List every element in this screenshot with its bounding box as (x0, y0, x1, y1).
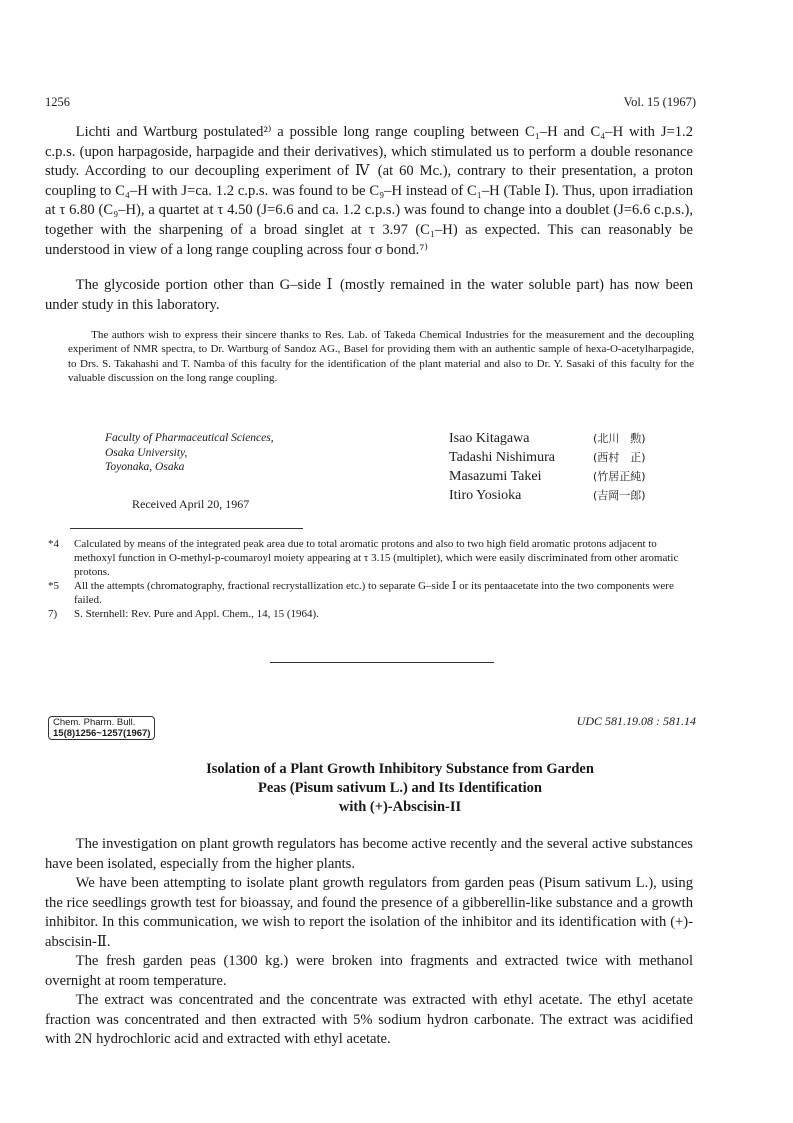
title-line: Peas (Pisum sativum L.) and Its Identification (258, 780, 542, 796)
footnote-rule (70, 528, 303, 529)
author-kanji: (北川 勲) (593, 432, 646, 445)
author-name: Tadashi Nishimura (449, 450, 555, 465)
author-row (449, 448, 646, 467)
author-row (449, 467, 646, 486)
volume-label: Vol. 15 (1967) (623, 95, 696, 109)
affiliation-line: Toyonaka, Osaka (105, 461, 185, 473)
section-divider (270, 662, 494, 663)
body-paragraph-4: The extract was concentrated and the concentrate was extracted with ethyl acetate. The ethyl acetate fraction was concentrated and then extracted with 5% sodium hydron carbonate. The extract was acidified with 2N hydrochloric acid and extracted with ethyl acetate. (45, 992, 693, 1047)
body-paragraph-1: The investigation on plant growth regulators has become active recently and the several active substances have been isolated, especially from the higher plants. (45, 836, 693, 872)
acknowledgement: The authors wish to express their sincere thanks to Res. Lab. of Takeda Chemical Industries for the measurement and the decoupling experiment of NMR spectra, to Dr. Wartburg of Sandoz AG., Basel for providing them with an authentic sample of hexa-O-acetylharpagide, to Drs. S. Takahashi and T. Namba of this faculty for the identification of the plant material and also to Dr. Y. Sasaki of this faculty for the valuable discussion on the long range coupling. (68, 329, 694, 384)
title-line: with (+)-Abscisin-II (338, 799, 462, 815)
received-date: Received April 20, 1967 (132, 497, 250, 511)
author-row (449, 486, 646, 505)
author-row (449, 429, 646, 448)
author-name: Isao Kitagawa (449, 431, 530, 446)
body-paragraph-2: We have been attempting to isolate plant growth regulators from garden peas (Pisum sativum L.), using the rice seedlings growth test for bioassay, and found the presence of a gibberellin-like substance and a growth inhibitor. In this communication, we wish to report the isolation of the inhibitor and its identification with (+)-abscisin-Ⅱ. (45, 875, 693, 950)
footnote-text: All the attempts (chromatography, fractional recrystallization etc.) to separate G–side Ⅰ or its pentaacetate into the two components were failed. (74, 580, 674, 606)
footnote-text: Calculated by means of the integrated peak area due to total aromatic protons and also to two high field aromatic protons adjacent to methoxyl function in O-methyl-p-coumaroyl moiety appearing at τ 3.15 (multiplet), which were easily discriminated from other aromatic protons. (74, 538, 679, 578)
body-paragraph-3: The fresh garden peas (1300 kg.) were broken into fragments and extracted twice with methanol overnight at room temperature. (45, 953, 693, 989)
affiliation-line: Osaka University, (105, 446, 188, 459)
journal-citation (48, 716, 155, 740)
footnote-mark: *4 (48, 538, 59, 550)
footnote-mark: *5 (48, 580, 59, 592)
page-number: 1256 (45, 95, 70, 109)
footnote (48, 579, 694, 607)
citation-line: 15(8)1256~1257(1967) (53, 728, 151, 739)
author-kanji: (吉岡一郎) (593, 489, 646, 502)
footnote-mark: 7) (48, 608, 58, 620)
author-name: Itiro Yosioka (449, 488, 522, 503)
title-line: Isolation of a Plant Growth Inhibitory Substance from Garden (206, 761, 594, 777)
author-list (449, 429, 646, 505)
continued-paragraph-1: Lichti and Wartburg postulated²⁾ a possible long range coupling between C₁–H and C₄–H with J=1.2 c.p.s. (upon harpagoside, harpagide and their derivatives), which stimulated us to perform a double resonance study. According to our decoupling experiment of Ⅳ (at 60 Mc.), contrary to their presentation, a proton coupling to C₄–H with J=ca. 1.2 c.p.s. was found to be C₉–H instead of C₁–H (Table Ⅰ). Thus, upon irradiation at τ 6.80 (C₉–H), a quartet at τ 4.50 (J=6.6 and ca. 1.2 c.p.s.) was found to change into a doublet (J=6.6 c.p.s.), together with the sharpening of a broad singlet at τ 3.97 (C₁–H) as expected. This can reasonably be understood in view of a long range coupling across four σ bond.⁷⁾ (45, 124, 693, 258)
affiliation (105, 431, 365, 475)
footnote (48, 607, 694, 621)
author-kanji: (竹居正純) (593, 470, 646, 483)
author-name: Masazumi Takei (449, 469, 542, 484)
continued-paragraph-2: The glycoside portion other than G–side Ⅰ (mostly remained in the water soluble part) has now been under study in this laboratory. (45, 277, 693, 313)
footnote-text: S. Sternhell: Rev. Pure and Appl. Chem., 14, 15 (1964). (74, 608, 319, 620)
author-kanji: (西村 正) (593, 451, 646, 464)
udc-code: UDC 581.19.08 : 581.14 (576, 714, 696, 728)
footnotes (48, 537, 694, 621)
citation-line: Chem. Pharm. Bull. (53, 717, 136, 728)
article-title (120, 760, 680, 817)
footnote (48, 537, 694, 579)
affiliation-line: Faculty of Pharmaceutical Sciences, (105, 432, 274, 444)
